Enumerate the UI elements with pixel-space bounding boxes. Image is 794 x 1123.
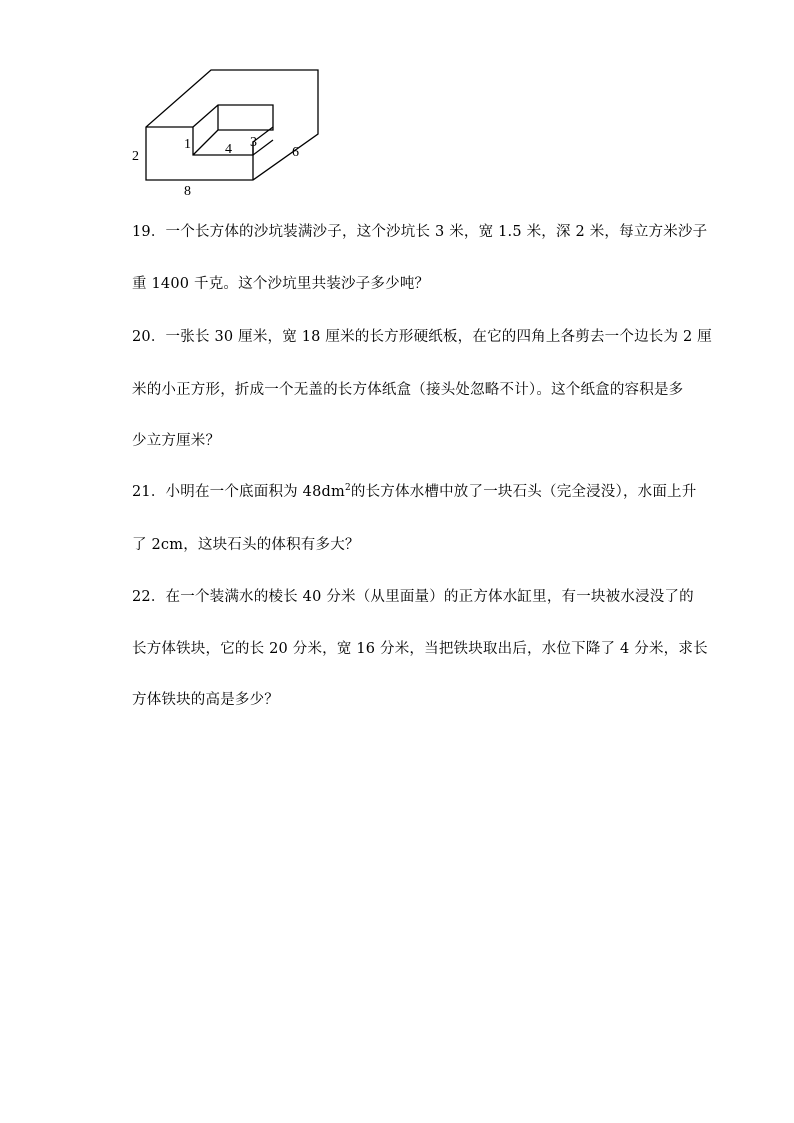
figure-label-notch-depth: 1 <box>184 137 191 152</box>
figure-label-length: 8 <box>184 184 191 199</box>
problem-20-line-3: 少立方厘米？ <box>132 433 221 449</box>
problem-19-line-1: 19．一个长方体的沙坑装满沙子，这个沙坑长 3 米，宽 1.5 米，深 2 米，每立方米沙子 <box>132 224 708 240</box>
figure-notch <box>193 105 273 155</box>
solid-figure-svg <box>126 60 336 200</box>
problem-22-line-2: 长方体铁块，它的长 20 分米，宽 16 分米，当把铁块取出后，水位下降了 4 分米，求长 <box>132 641 708 657</box>
problem-21-superscript: 2 <box>344 483 351 493</box>
solid-figure-diagram <box>126 60 336 200</box>
figure-label-width: 6 <box>292 145 299 160</box>
problem-20-line-1: 20．一张长 30 厘米，宽 18 厘米的长方形硬纸板，在它的四角上各剪去一个边长为 2 厘 <box>132 329 712 345</box>
figure-label-notch-width: 3 <box>250 135 257 150</box>
problem-21-line-1-end: 的长方体水槽中放了一块石头（完全浸没），水面上升 <box>350 484 697 500</box>
problem-21-line-1 <box>132 482 696 502</box>
figure-label-notch-length: 4 <box>225 142 232 157</box>
problem-20-line-2: 米的小正方形，折成一个无盖的长方体纸盒（接头处忽略不计）。这个纸盒的容积是多 <box>132 382 684 398</box>
figure-outline <box>146 70 318 180</box>
figure-label-height: 2 <box>132 149 139 164</box>
problem-22-line-1: 22．在一个装满水的棱长 40 分米（从里面量）的正方体水缸里，有一块被水浸没了的 <box>132 589 694 605</box>
problem-19-line-2: 重 1400 千克。这个沙坑里共装沙子多少吨？ <box>132 276 430 292</box>
problem-21-line-2: 了 2cm，这块石头的体积有多大？ <box>132 537 360 553</box>
problem-21-line-1-start: 21．小明在一个底面积为 48dm <box>132 484 345 500</box>
problem-22-line-3: 方体铁块的高是多少？ <box>132 692 279 708</box>
